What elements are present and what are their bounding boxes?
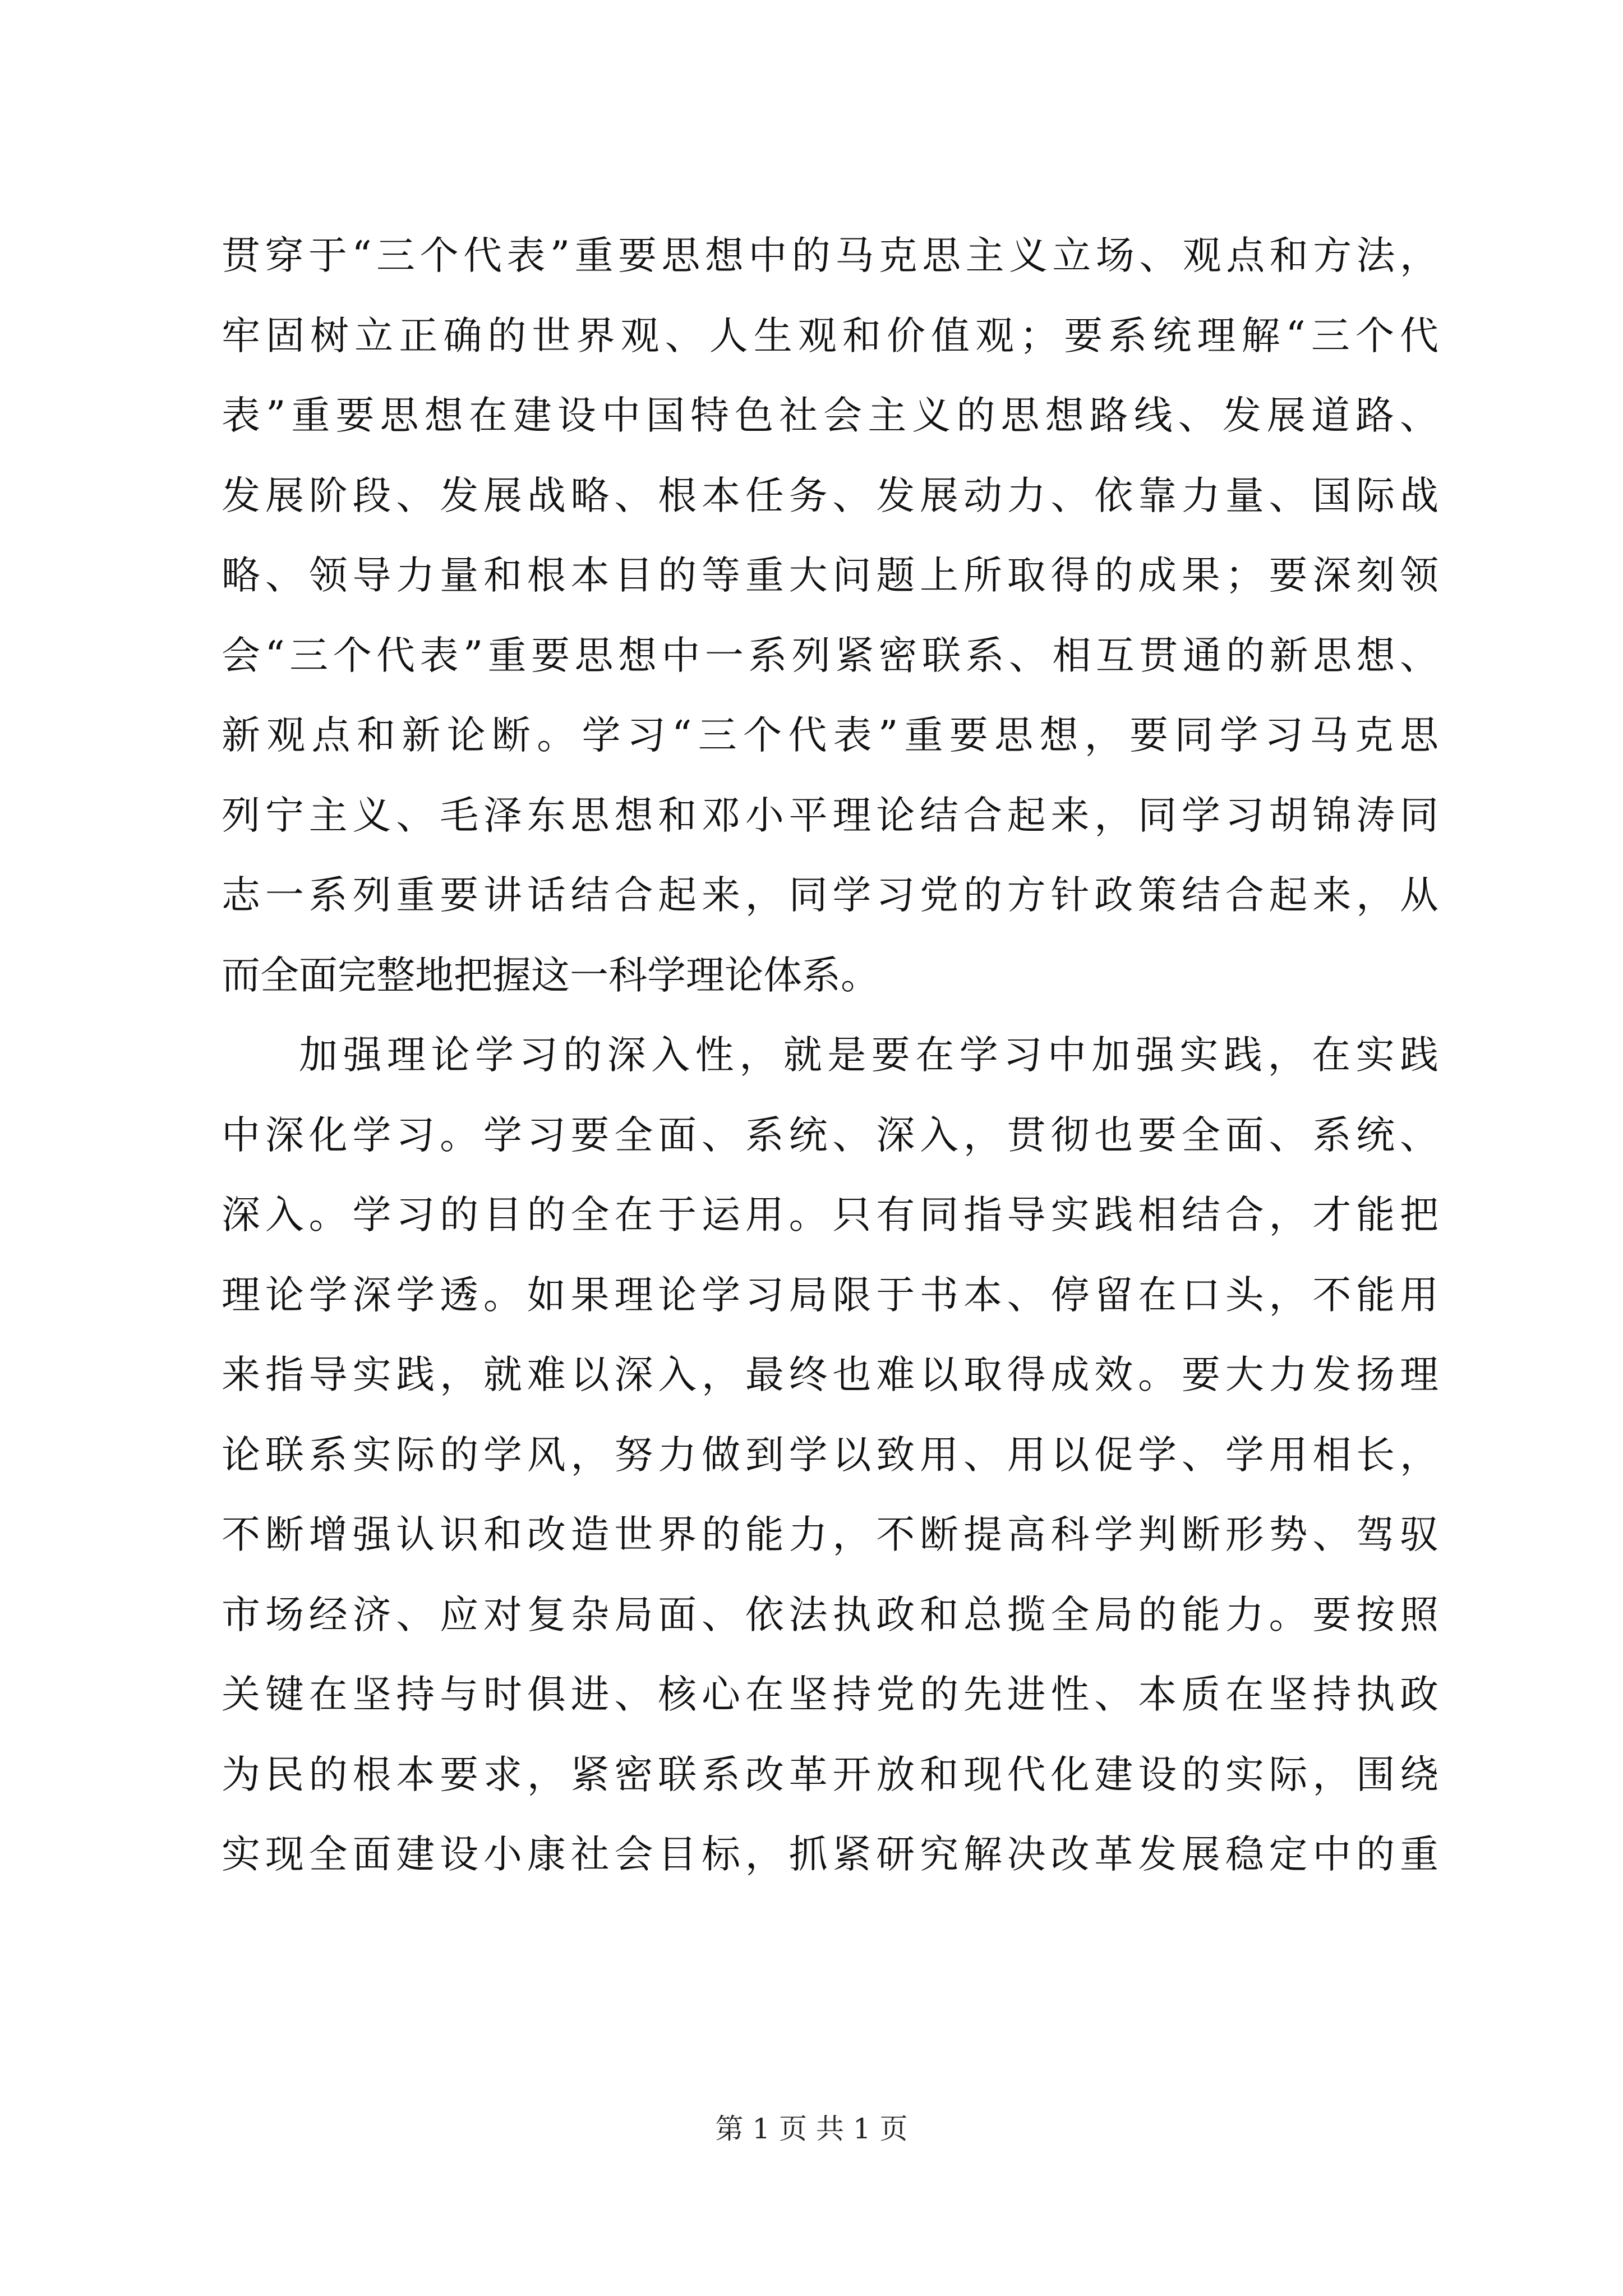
paragraph-first-line: 加强理论学习的深入性，就是要在学习中加强实践，在实践 bbox=[299, 1033, 1438, 1078]
text-line: 来指导实践，就难以深入，最终也难以取得成效。要大力发扬理 bbox=[222, 1352, 1438, 1397]
text-line: 深入。学习的目的全在于运用。只有同指导实践相结合，才能把 bbox=[222, 1193, 1438, 1237]
text-line: 中深化学习。学习要全面、系统、深入，贯彻也要全面、系统、 bbox=[222, 1112, 1438, 1158]
text-line: 理论学深学透。如果理论学习局限于书本、停留在口头，不能用 bbox=[222, 1272, 1438, 1318]
text-line: 实现全面建设小康社会目标，抓紧研究解决改革发展稳定中的重 bbox=[222, 1832, 1438, 1877]
text-line: 新观点和新论断。学习“三个代表”重要思想，要同学习马克思 bbox=[222, 713, 1438, 758]
text-line: 贯穿于“三个代表”重要思想中的马克思主义立场、观点和方法， bbox=[222, 233, 1438, 278]
text-line: 论联系实际的学风，努力做到学以致用、用以促学、学用相长， bbox=[222, 1432, 1438, 1478]
text-line: 略、领导力量和根本目的等重大问题上所取得的成果；要深刻领 bbox=[222, 553, 1438, 598]
text-line: 发展阶段、发展战略、根本任务、发展动力、依靠力量、国际战 bbox=[222, 473, 1438, 518]
text-line: 会“三个代表”重要思想中一系列紧密联系、相互贯通的新思想、 bbox=[222, 633, 1438, 678]
text-line: 市场经济、应对复杂局面、依法执政和总揽全局的能力。要按照 bbox=[222, 1592, 1438, 1637]
text-line: 不断增强认识和改造世界的能力，不断提高科学判断形势、驾驭 bbox=[222, 1512, 1438, 1557]
text-line: 为民的根本要求，紧密联系改革开放和现代化建设的实际，围绕 bbox=[222, 1752, 1438, 1797]
page-footer: 第 1 页 共 1 页 bbox=[715, 2113, 908, 2145]
text-line: 而全面完整地把握这一科学理论体系。 bbox=[222, 953, 879, 998]
text-line: 关键在坚持与时俱进、核心在坚持党的先进性、本质在坚持执政 bbox=[222, 1672, 1438, 1717]
text-line: 志一系列重要讲话结合起来，同学习党的方针政策结合起来，从 bbox=[222, 873, 1438, 918]
document-body bbox=[222, 216, 1438, 1895]
text-line: 牢固树立正确的世界观、人生观和价值观；要系统理解“三个代 bbox=[222, 313, 1438, 358]
text-line: 表”重要思想在建设中国特色社会主义的思想路线、发展道路、 bbox=[222, 393, 1438, 438]
text-line: 列宁主义、毛泽东思想和邓小平理论结合起来，同学习胡锦涛同 bbox=[222, 793, 1438, 838]
